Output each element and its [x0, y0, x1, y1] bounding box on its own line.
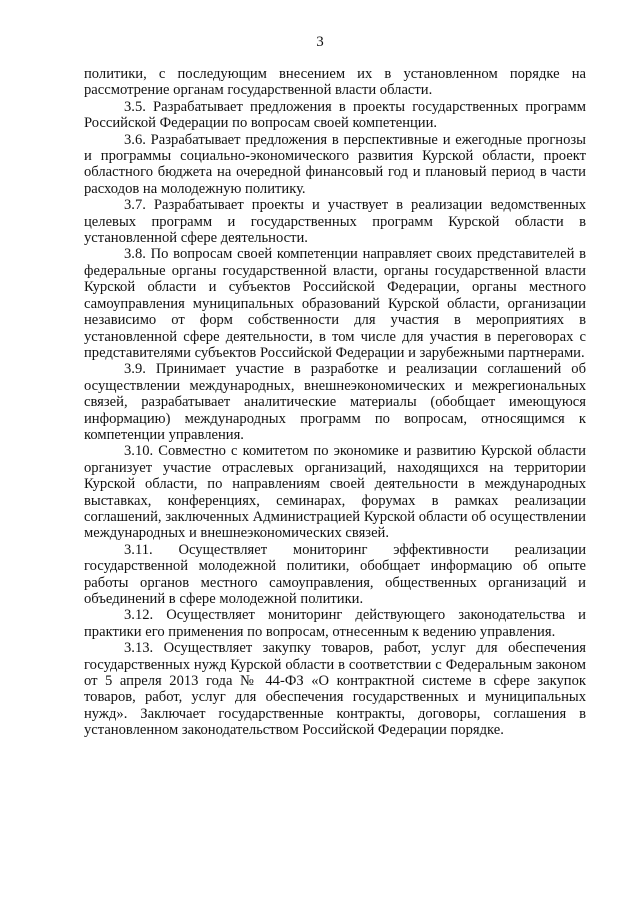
paragraph-3-12: 3.12. Осуществляет мониторинг действующего законодательства и практики его применения по вопросам, отнесенным к ведению управления.	[84, 607, 586, 640]
paragraph-3-10: 3.10. Совместно с комитетом по экономике и развитию Курской области организует участие отраслевых организаций, находящихся на территории Курской области, по направлениям своей деятельности в международных выставках, конференциях, семинарах, форумах в рамках реализации соглашений, заключенных Администрацией Курской области об осуществлении международных и внешнеэкономических связей.	[84, 443, 586, 542]
paragraph-3-11: 3.11. Осуществляет мониторинг эффективности реализации государственной молодежной политики, обобщает информацию об опыте работы органов местного самоуправления, общественных организаций и объединений в сфере молодежной политики.	[84, 541, 586, 607]
paragraph-continuation: политики, с последующим внесением их в установленном порядке на рассмотрение органам государственной власти области.	[84, 66, 586, 99]
page-number: 3	[316, 34, 324, 50]
paragraph-3-7: 3.7. Разрабатывает проекты и участвует в реализации ведомственных целевых программ и государственных программ Курской области в установленной сфере деятельности.	[84, 197, 586, 247]
document-body	[84, 66, 586, 739]
paragraph-3-6: 3.6. Разрабатывает предложения в перспективные и ежегодные прогнозы и программы социально-экономического развития Курской области, проект областного бюджета на очередной финансовый год и плановый период в части расходов на молодежную политику.	[84, 131, 586, 197]
paragraph-3-5: 3.5. Разрабатывает предложения в проекты государственных программ Российской Федерации по вопросам своей компетенции.	[84, 98, 586, 132]
paragraph-3-9: 3.9. Принимает участие в разработке и реализации соглашений об осуществлении международных, внешнеэкономических и межрегиональных связей, разрабатывает аналитические материалы (обобщает имеющуюся информацию) международных программ по вопросам, относящимся к компетенции управления.	[84, 361, 586, 443]
paragraph-3-13: 3.13. Осуществляет закупку товаров, работ, услуг для обеспечения государственных нужд Курской области в соответствии с Федеральным законом от 5 апреля 2013 года № 44-ФЗ «О контрактной системе в сфере закупок товаров, работ, услуг для обеспечения государственных и муниципальных нужд». Заключает государственные контракты, договоры, соглашения в установленном законодательством Российской Федерации порядке.	[84, 640, 586, 739]
paragraph-3-8: 3.8. По вопросам своей компетенции направляет своих представителей в федеральные органы государственной власти, органы государственной власти Курской области и субъектов Российской Федерации, органы местного самоуправления муниципальных образований Курской области, организации независимо от форм собственности для участия в мероприятиях в установленной сфере деятельности, в том числе для участия в переговорах с представителями субъектов Российской Федерации и зарубежными партнерами.	[84, 246, 586, 361]
